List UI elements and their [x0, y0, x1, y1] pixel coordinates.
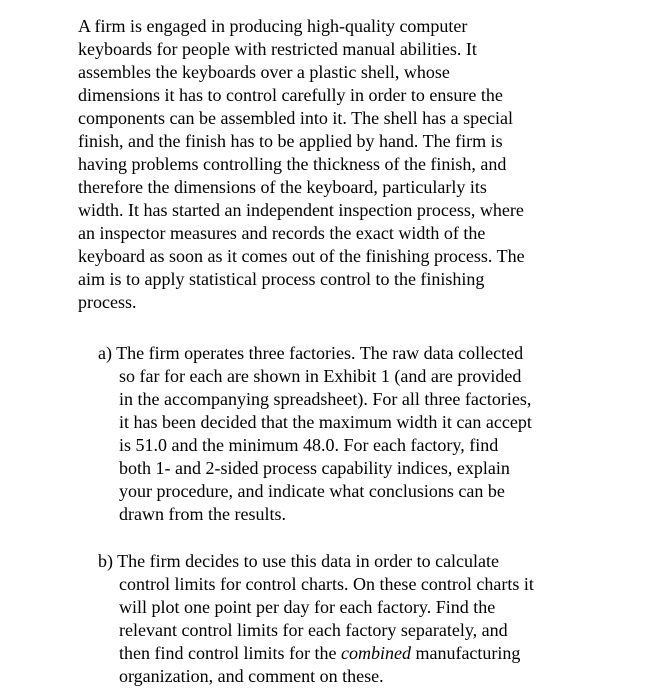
question-b-line: organization, and comment on these.: [119, 666, 384, 686]
question-a-line: drawn from the results.: [119, 504, 286, 524]
question-a-line: is 51.0 and the minimum 48.0. For each factory, find: [119, 435, 499, 455]
question-a-line: in the accompanying spreadsheet). For all three factories,: [119, 389, 532, 409]
intro-line: assembles the keyboards over a plastic shell, whose: [78, 62, 450, 82]
intro-line: aim is to apply statistical process control to the finishing: [78, 269, 485, 289]
question-a-line: it has been decided that the maximum width it can accept: [119, 412, 532, 432]
intro-line: having problems controlling the thickness of the finish, and: [78, 154, 507, 174]
intro-line: finish, and the finish has to be applied by hand. The firm is: [78, 131, 503, 151]
intro-line: keyboards for people with restricted manual abilities. It: [78, 39, 477, 59]
question-a-line: so far for each are shown in Exhibit 1 (and are provided: [119, 366, 522, 386]
question-b-line: will plot one point per day for each factory. Find the: [119, 597, 496, 617]
emphasized-word: combined: [340, 643, 411, 663]
intro-line: A firm is engaged in producing high-quality computer: [78, 16, 468, 36]
question-a-line: both 1- and 2-sided process capability indices, explain: [119, 458, 510, 478]
question-b-text: manufacturing: [410, 643, 521, 663]
intro-line: dimensions it has to control carefully in order to ensure the: [78, 85, 503, 105]
intro-line: keyboard as soon as it comes out of the finishing process. The: [78, 246, 525, 266]
question-b-line: relevant control limits for each factory separately, and: [119, 620, 508, 640]
intro-line: an inspector measures and records the exact width of the: [78, 223, 486, 243]
question-b-text: then find control limits for the: [119, 643, 341, 663]
intro-line: therefore the dimensions of the keyboard, particularly its: [78, 177, 487, 197]
question-a-line: a) The firm operates three factories. The raw data collected: [98, 343, 524, 363]
question-b-line-with-emphasis: [119, 642, 520, 664]
question-a-line: your procedure, and indicate what conclusions can be: [119, 481, 505, 501]
question-b-line: b) The firm decides to use this data in order to calculate: [98, 551, 500, 571]
intro-line: width. It has started an independent inspection process, where: [78, 200, 524, 220]
intro-line: process.: [78, 292, 137, 312]
intro-line: components can be assembled into it. The shell has a special: [78, 108, 514, 128]
question-b-line: control limits for control charts. On these control charts it: [119, 574, 534, 594]
